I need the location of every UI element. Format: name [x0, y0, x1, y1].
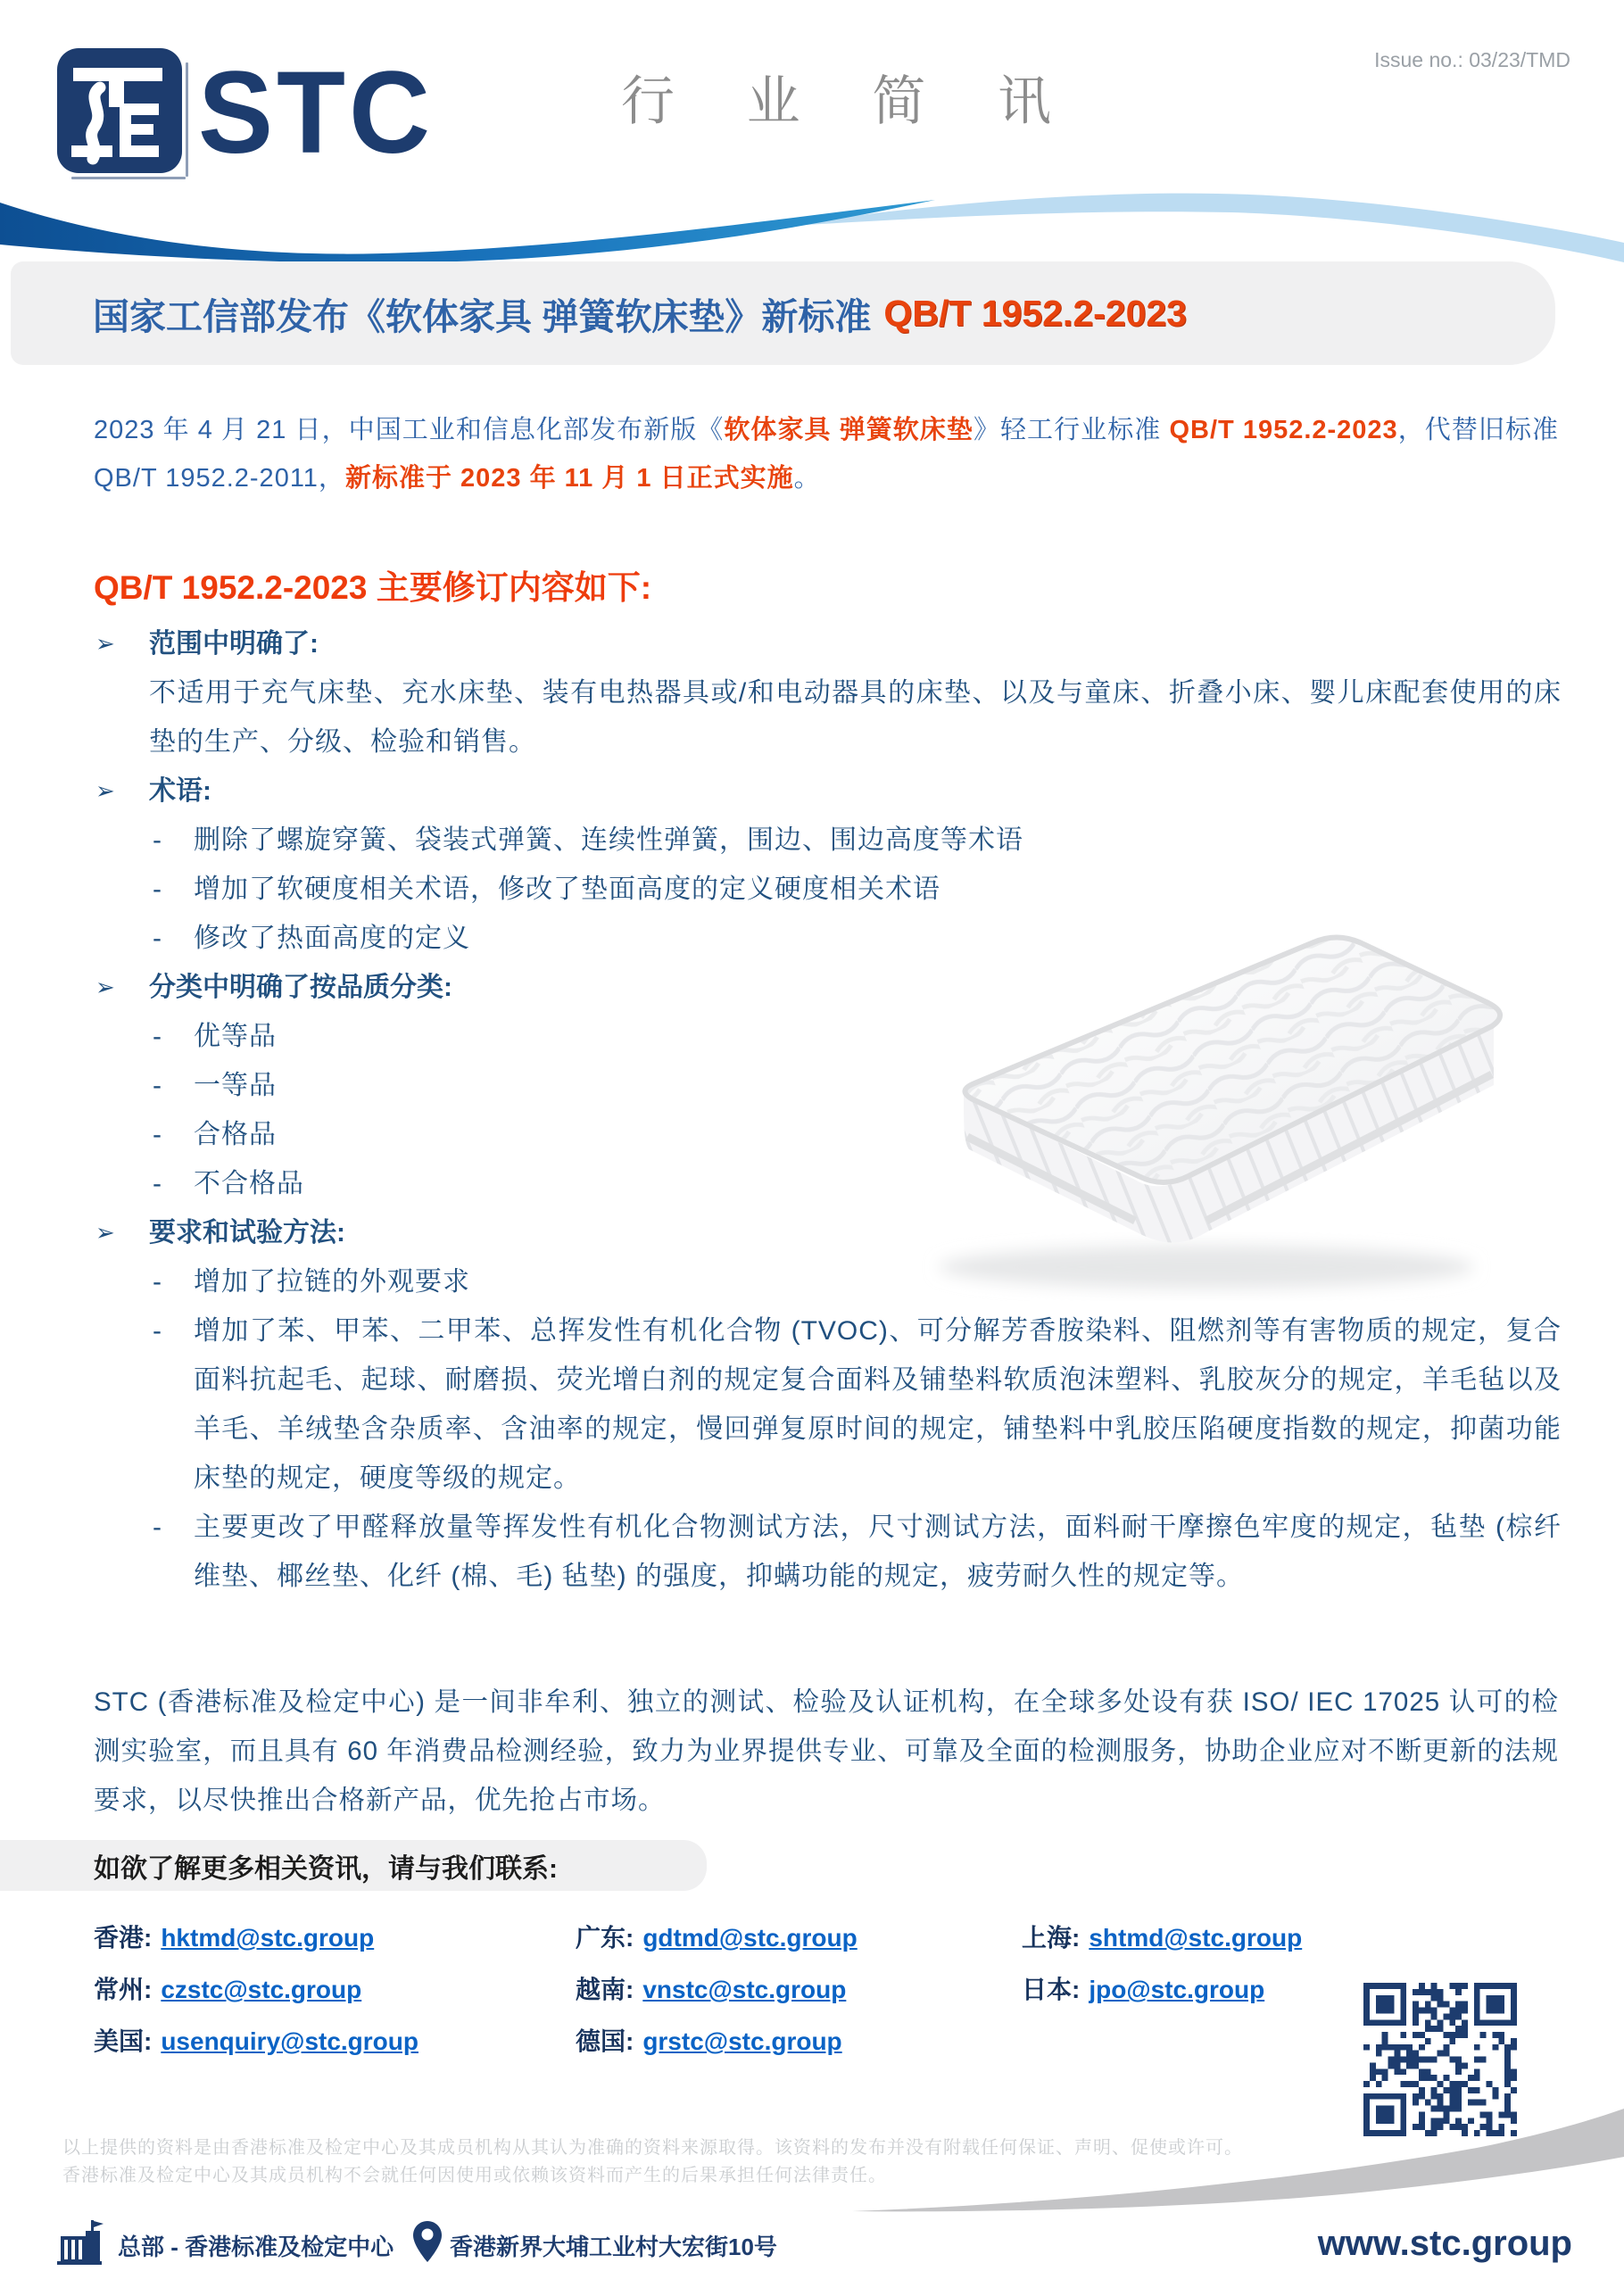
contact-germany — [576, 2022, 1022, 2074]
intro-seg7: 。 — [793, 464, 821, 493]
dash-bullet: - — [153, 924, 162, 953]
contact-label: 日本: — [1022, 1976, 1081, 2003]
stc-emblem-icon — [54, 45, 189, 180]
terms-item-1: 删除了螺旋穿簧、袋装式弹簧、连续性弹簧，围边、围边高度等术语 — [194, 825, 1023, 855]
contact-vietnam — [576, 1970, 1022, 2022]
contact-label: 常州: — [94, 1976, 153, 2003]
terms-item-2: 增加了软硬度相关术语，修改了垫面高度的定义硬度相关术语 — [194, 874, 940, 904]
newsletter-title: 行 业 简 讯 — [621, 71, 1081, 131]
list-item — [94, 914, 1562, 963]
arrow-bullet-icon: ➢ — [95, 974, 115, 1000]
dash-bullet: - — [153, 1120, 162, 1149]
list-item — [94, 1257, 1562, 1306]
contact-japan — [1022, 1970, 1361, 2022]
list-item — [94, 1159, 1562, 1208]
disclaimer — [62, 2134, 1243, 2190]
intro-standard-code: QB/T 1952.2-2023 — [1169, 416, 1398, 444]
list-item — [94, 1503, 1562, 1601]
dash-bullet: - — [153, 1267, 162, 1297]
email-link-germany[interactable]: grstc@stc.group — [642, 2027, 842, 2055]
arrow-bullet-icon: ➢ — [95, 630, 115, 657]
email-link-shanghai[interactable]: shtmd@stc.group — [1089, 1924, 1303, 1952]
contact-label: 德国: — [576, 2027, 634, 2055]
dash-bullet: - — [153, 1169, 162, 1198]
email-link-japan[interactable]: jpo@stc.group — [1089, 1976, 1265, 2003]
headline-text: 国家工信部发布《软体家具 弹簧软床垫》新标准 — [93, 295, 872, 337]
contact-grid — [94, 1919, 1361, 2074]
contact-shanghai — [1022, 1919, 1361, 1970]
about-stc-paragraph: STC (香港标准及检定中心) 是一间非牟利、独立的测试、检验及认证机构，在全球多处设有获 ISO/ IEC 17025 认可的检测实验室，而且具有 60 年消费品检测经验，致力为业界提供专业、可靠及全面的检测服务，协助企业应对不断更新的法规要求，以尽快推出合格新产品，优先抢占市场。 — [94, 1687, 1559, 1815]
bullet-scope-title: 范围中明确了: — [149, 629, 319, 659]
revision-list — [94, 619, 1562, 1601]
contact-label: 美国: — [94, 2027, 153, 2055]
headline-standard-code: QB/T 1952.2-2023 — [883, 292, 1187, 334]
disclaimer-line-2: 香港标准及检定中心及其成员机构不会就任何因使用或依赖该资料而产生的后果承担任何法律责任。 — [62, 2166, 887, 2185]
list-item — [94, 816, 1562, 865]
contact-label: 香港: — [94, 1924, 153, 1952]
contact-banner — [0, 1840, 707, 1891]
grade-item-3: 合格品 — [194, 1120, 277, 1149]
bullet-scope-body: 不适用于充气床垫、充水床垫、装有电热器具或/和电动器具的床垫、以及与童床、折叠小床、婴儿床配套使用的床垫的生产、分级、检验和销售。 — [149, 678, 1562, 757]
bullet-requirements — [94, 1208, 1562, 1257]
bullet-terms — [94, 767, 1562, 816]
footer — [0, 2217, 1624, 2270]
arrow-bullet-icon: ➢ — [95, 777, 115, 804]
logo-word: STC — [198, 46, 434, 178]
stc-logo — [54, 45, 434, 180]
bullet-requirements-title: 要求和试验方法: — [149, 1218, 345, 1247]
contact-heading: 如欲了解更多相关资讯，请与我们联系: — [94, 1853, 558, 1884]
dash-bullet: - — [153, 825, 162, 855]
req-item-1: 增加了拉链的外观要求 — [194, 1267, 470, 1297]
contact-label: 越南: — [576, 1976, 634, 2003]
issue-number: Issue no.: 03/23/TMD — [1374, 48, 1570, 71]
list-item — [94, 1012, 1562, 1061]
arrow-bullet-icon: ➢ — [95, 1219, 115, 1246]
bullet-terms-title: 术语: — [149, 776, 211, 806]
grade-item-4: 不合格品 — [194, 1169, 304, 1198]
bullet-classification-title: 分类中明确了按品质分类: — [149, 973, 452, 1002]
contact-label: 广东: — [576, 1924, 634, 1952]
dash-bullet: - — [153, 874, 162, 904]
dash-bullet: - — [153, 1316, 162, 1346]
req-item-2: 增加了苯、甲苯、二甲苯、总挥发性有机化合物 (TVOC)、可分解芳香胺染料、阻燃剂等有害物质的规定，复合面料抗起毛、起球、耐磨损、荧光增白剂的规定复合面料及铺垫料软质泡沫塑料、乳胶灰分的规定，羊毛毡以及羊毛、羊绒垫含杂质率、含油率的规定，慢回弹复原时间的规定，铺垫料中乳胶压陷硬度指数的规定，抑菌功能床垫的规定，硬度等级的规定。 — [194, 1316, 1562, 1493]
dash-bullet: - — [153, 1022, 162, 1051]
list-item — [94, 1110, 1562, 1159]
contact-usa — [94, 2022, 576, 2074]
intro-seg1: 2023 年 4 月 21 日，中国工业和信息化部发布新版《 — [94, 416, 725, 444]
address-label: 香港新界大埔工业村大宏街10号 — [450, 2234, 777, 2260]
website-link[interactable]: www.stc.group — [1317, 2224, 1572, 2263]
location-pin-icon — [412, 2220, 443, 2263]
contact-changzhou — [94, 1970, 576, 2022]
bullet-classification — [94, 963, 1562, 1012]
grade-item-2: 一等品 — [194, 1071, 277, 1100]
grade-item-1: 优等品 — [194, 1022, 277, 1051]
terms-item-3: 修改了热面高度的定义 — [194, 924, 470, 953]
intro-seg3: 》轻工行业标准 — [973, 416, 1170, 444]
bullet-scope — [94, 619, 1562, 668]
contact-guangdong — [576, 1919, 1022, 1970]
email-link-guangdong[interactable]: gdtmd@stc.group — [642, 1924, 858, 1952]
email-link-changzhou[interactable]: czstc@stc.group — [161, 1976, 362, 2003]
headline-banner — [11, 261, 1555, 365]
revision-heading: QB/T 1952.2-2023 主要修订内容如下: — [94, 569, 652, 606]
headquarters-building-icon — [57, 2218, 107, 2265]
intro-seg5: ，代替旧标准 QB/T 1952.2-2011， — [94, 416, 1560, 493]
dash-bullet: - — [153, 1513, 162, 1542]
headquarters-label: 总部 - 香港标准及检定中心 — [118, 2234, 394, 2260]
disclaimer-line-1: 以上提供的资料是由香港标准及检定中心及其成员机构从其认为准确的资料来源取得。该资料的发布并没有附载任何保证、声明、促使或许可。 — [62, 2138, 1243, 2158]
email-link-hongkong[interactable]: hktmd@stc.group — [161, 1924, 375, 1952]
intro-standard-name: 软体家具 弹簧软床垫 — [724, 416, 974, 444]
req-item-3: 主要更改了甲醛释放量等挥发性有机化合物测试方法，尺寸测试方法，面料耐干摩擦色牢度的规定，毡垫 (棕纤维垫、椰丝垫、化纤 (棉、毛) 毡垫) 的强度，抑螨功能的规定，疲劳耐久性的规定等。 — [194, 1513, 1562, 1591]
list-item — [94, 865, 1562, 914]
list-item — [94, 1061, 1562, 1110]
list-item — [94, 1306, 1562, 1503]
intro-effective-date: 新标准于 2023 年 11 月 1 日正式实施 — [344, 464, 794, 493]
contact-hongkong — [94, 1919, 576, 1970]
dash-bullet: - — [153, 1071, 162, 1100]
intro-paragraph — [94, 406, 1559, 502]
contact-label: 上海: — [1022, 1924, 1081, 1952]
email-link-usa[interactable]: usenquiry@stc.group — [161, 2027, 418, 2055]
email-link-vietnam[interactable]: vnstc@stc.group — [642, 1976, 847, 2003]
